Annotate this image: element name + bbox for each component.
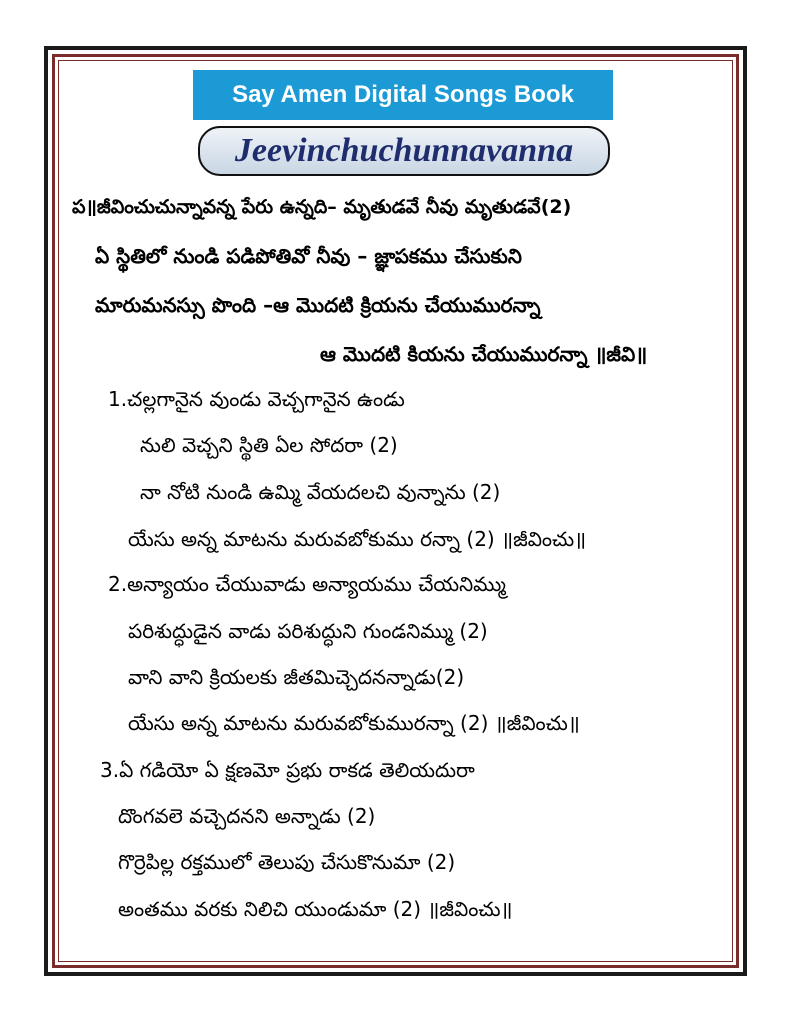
verse-3-line-2: దొంగవలె వచ్చెదనని అన్నాడు (2): [118, 804, 376, 828]
pallavi-line-4: ఆ మొదటి కియను చేయుమురన్నా ॥జీవి॥: [320, 342, 648, 366]
verse-2-line-1: 2.అన్యాయం చేయువాడు అన్యాయము చేయనిమ్ము: [108, 572, 506, 596]
verse-3-line-4: అంతము వరకు నిలిచి యుండుమా (2) ॥జీవించు॥: [118, 897, 513, 921]
pallavi-line-3: మారుమనస్సు పొంది –ఆ మొదటి క్రియను చేయుమురన్నా: [95, 293, 541, 317]
book-banner: Say Amen Digital Songs Book: [193, 70, 613, 120]
verse-3-line-1: 3.ఏ గడియో ఏ క్షణమో ప్రభు రాకడ తెలియదురా: [100, 758, 475, 782]
verse-2-line-3: వాని వాని క్రియలకు జీతమిచ్చెదనన్నాడు(2): [128, 665, 465, 689]
verse-2-line-2: పరిశుద్ధుడైన వాడు పరిశుద్ధుని గుండనిమ్ము (2): [128, 619, 488, 643]
pallavi-line-2: ఏ స్థితిలో నుండి పడిపోతివో నీవు – జ్ఞాపకము చేసుకుని: [95, 244, 522, 268]
verse-2-line-4: యేసు అన్న మాటను మరువబోకుమురన్నా (2) ॥జీవించు॥: [128, 711, 580, 735]
verse-1-line-3: నా నోటి నుండి ఉమ్మి వేయదలచి వున్నాను (2): [140, 480, 501, 504]
verse-1-line-2: నులి వెచ్చని స్థితి ఏల సోదరా (2): [140, 433, 398, 457]
song-title: Jeevinchuchunnavanna: [198, 126, 610, 176]
verse-1-line-4: యేసు అన్న మాటను మరువబోకుము రన్నా (2) ॥జీవించు॥: [128, 527, 587, 551]
verse-3-line-3: గొర్రెపిల్ల రక్తములో తెలుపు చేసుకొనుమా (2): [118, 850, 456, 874]
verse-1-line-1: 1.చల్లగానైన వుండు వెచ్చగానైన ఉండు: [108, 387, 405, 411]
pallavi-line-1: ప॥జీవించుచున్నావన్న పేరు ఉన్నది– మృతుడవే నీవు మృతుడవే(2): [72, 196, 572, 218]
